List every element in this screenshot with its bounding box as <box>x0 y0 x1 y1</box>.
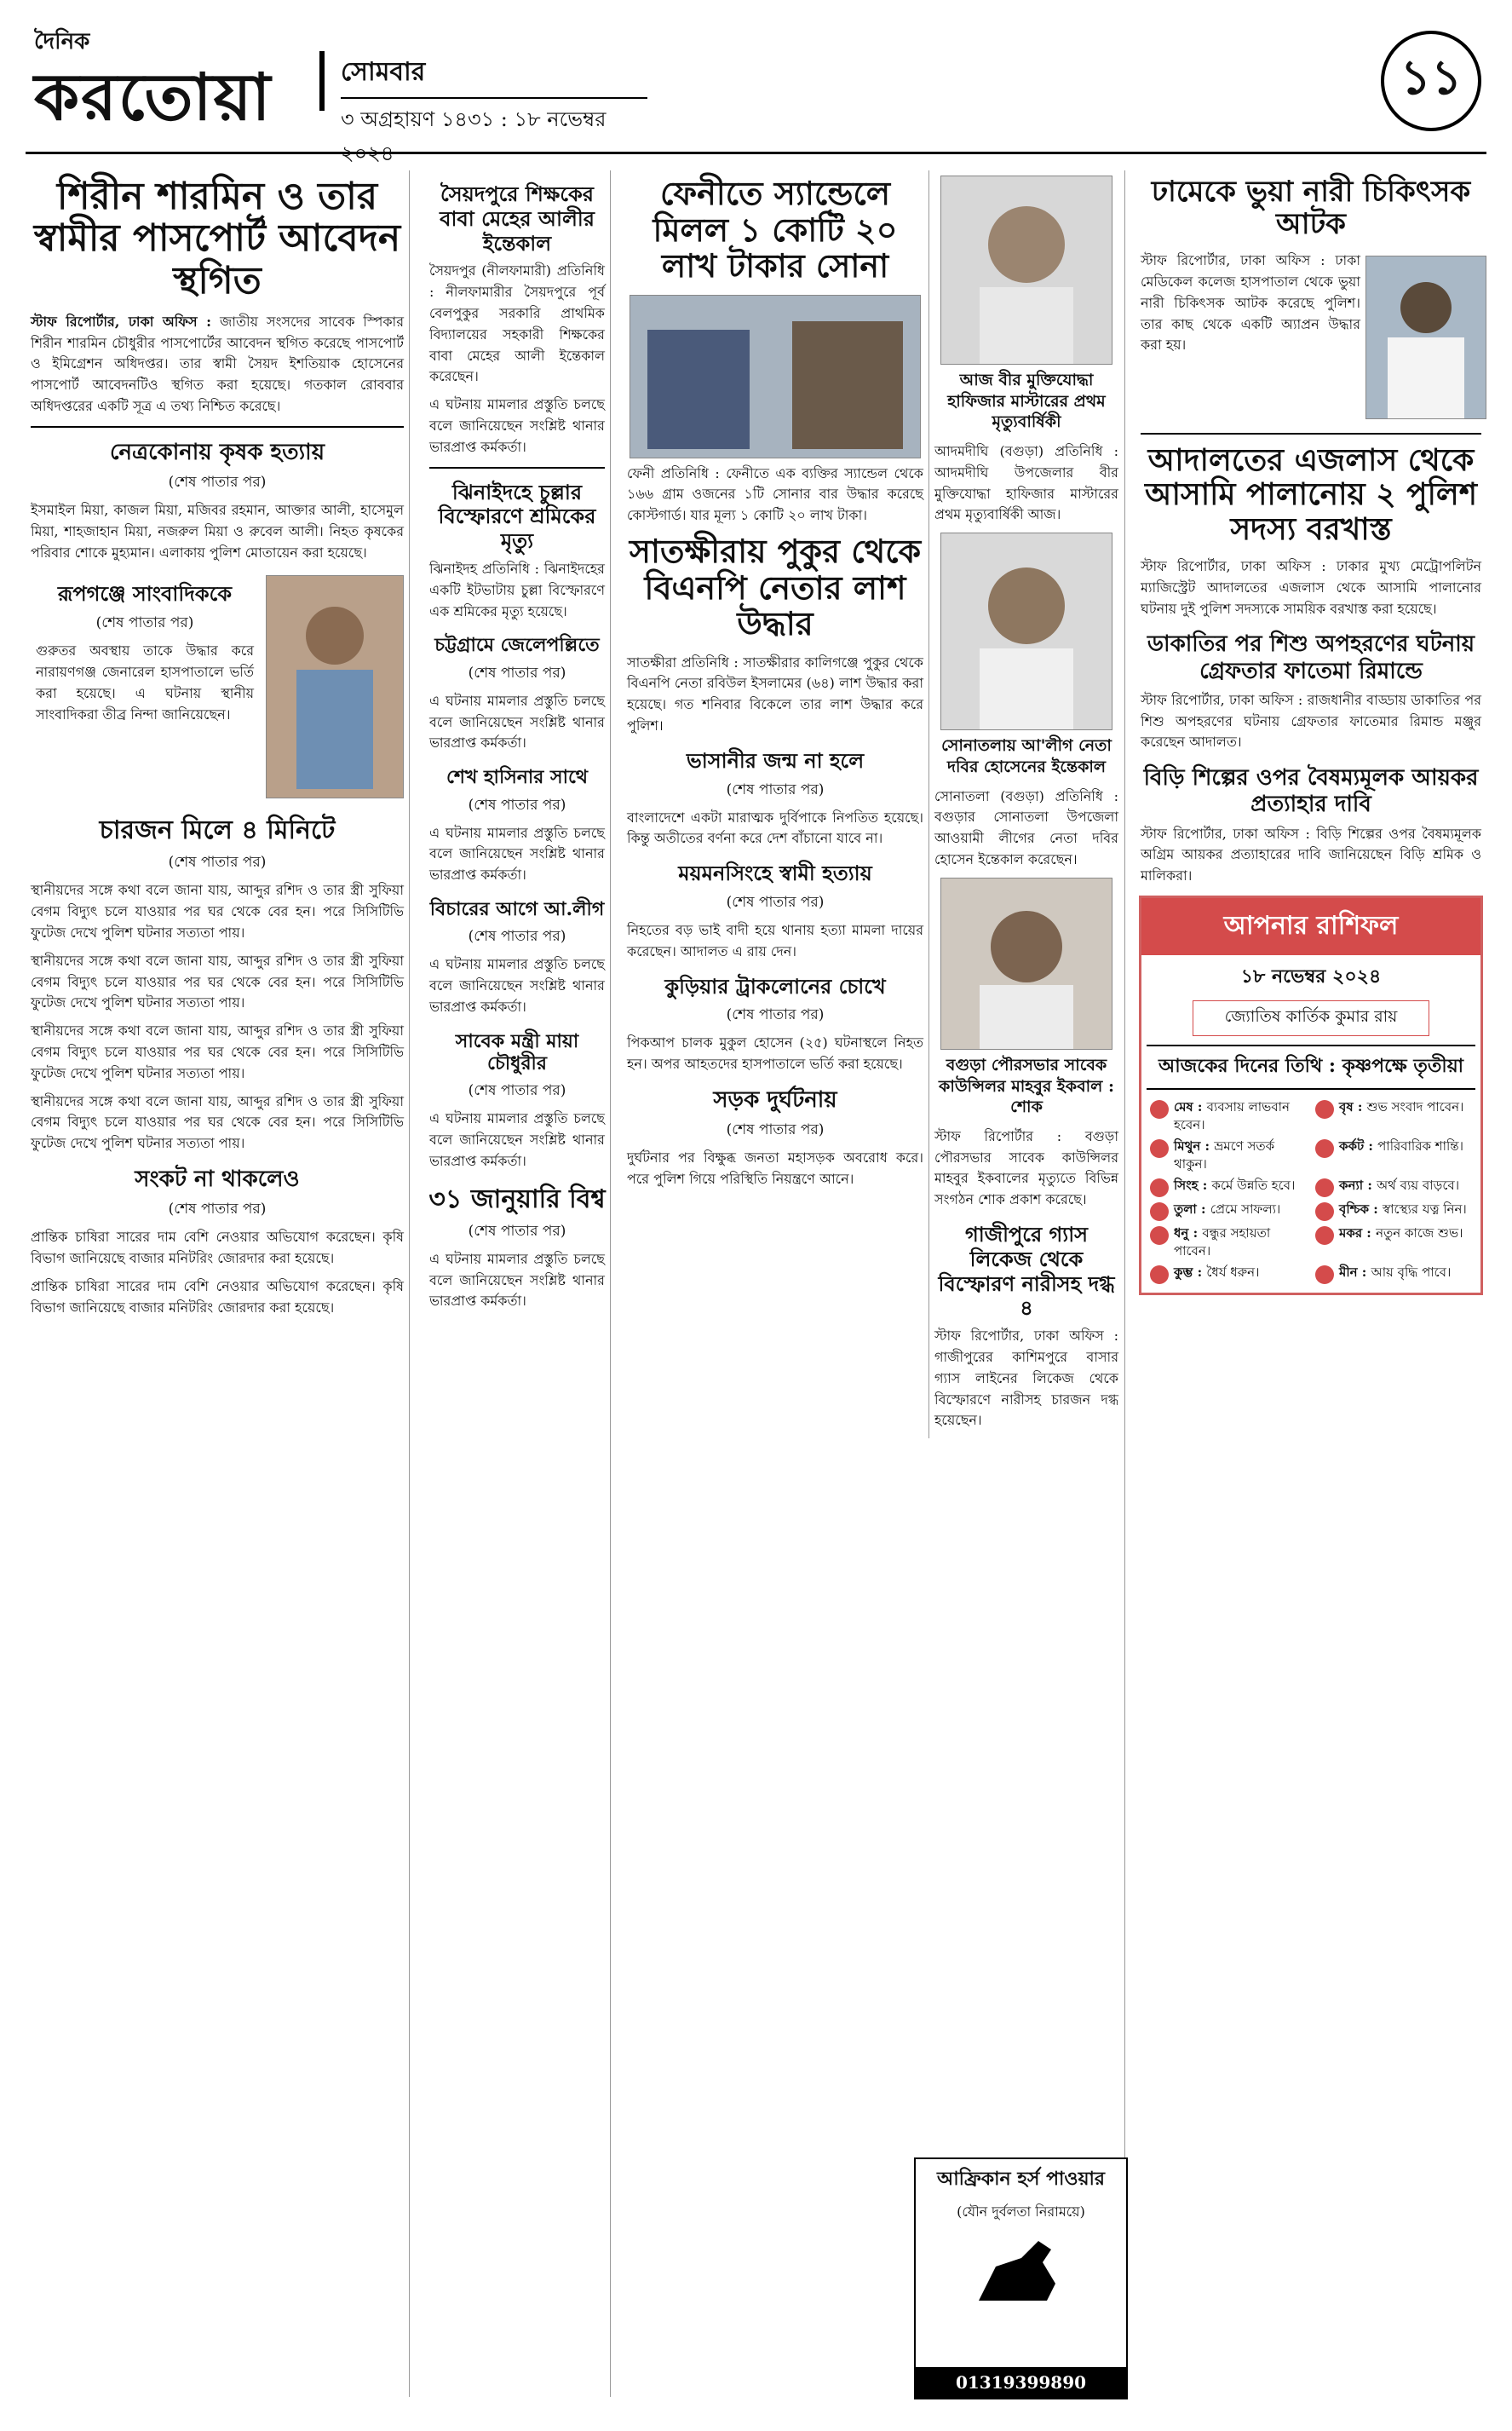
horoscope-sign-name: মিথুন : <box>1174 1138 1215 1155</box>
zodiac-icon <box>1315 1178 1334 1197</box>
headline-saidpur: সৈয়দপুরে শিক্ষকের বাবা মেহের আলীর ইন্তেকাল <box>440 181 595 256</box>
continued-label: (শেষ পাতার পর) <box>468 928 566 946</box>
subhead-january: ৩১ জানুয়ারি বিশ্ব <box>428 1184 606 1214</box>
horoscope-title: আপনার রাশিফল <box>1141 898 1480 955</box>
horoscope-sign-name: মকর : <box>1339 1225 1377 1241</box>
divider <box>1141 433 1481 435</box>
article-passport-body <box>31 312 404 418</box>
zodiac-icon <box>1315 1226 1334 1245</box>
headline-biri-tax: বিড়ি শিল্পের ওপর বৈষম্যমূলক আয়কর প্রত্যাহার দাবি <box>1143 765 1479 818</box>
ad-title: আফ্রিকান হর্স পাওয়ার <box>936 2168 1106 2190</box>
continued-label: (শেষ পাতার পর) <box>468 1082 566 1100</box>
horoscope-sign-name: কন্যা : <box>1339 1178 1377 1194</box>
horoscope-sign-text: মকর : নতুন কাজে শুভ। <box>1339 1225 1463 1241</box>
headline-court-escape: আদালতের এজলাস থেকে আসামি পালানোয় ২ পুলিশ সদস্য বরখাস্ত <box>1144 442 1478 547</box>
continued-label: (শেষ পাতার পর) <box>468 796 566 814</box>
zodiac-icon <box>1150 1100 1169 1119</box>
horoscope-sign <box>1150 1098 1307 1134</box>
masthead-rule <box>319 51 325 111</box>
horoscope-sign-text: কুম্ভ : ধৈর্য ধরুন। <box>1174 1264 1260 1281</box>
subhead-rupganj: রূপগঞ্জে সাংবাদিককে <box>57 581 233 607</box>
article-trial-body: এ ঘটনায় মামলার প্রস্তুতি চলছে বলে জানিয়েছেন সংশ্লিষ্ট থানার ভারপ্রাপ্ত কর্মকর্তা। <box>429 956 605 1015</box>
horse-icon <box>970 2232 1072 2309</box>
article-mymensingh-body: নিহতের বড় ভাই বাদী হয়ে থানায় হত্যা মামলা দায়ের করেছেন। আদালত এ রায় দেন। <box>627 922 923 959</box>
horoscope-sign <box>1150 1177 1307 1197</box>
article-court-body: স্টাফ রিপোর্টার, ঢাকা অফিস : ঢাকার মুখ্য মেট্রোপলিটন ম্যাজিস্ট্রেট আদালতের এজলাস থেকে আসামি পালানোর ঘটনায় দুই পুলিশ সদস্যকে সাময়িক বরখাস্ত করা হয়েছে। <box>1141 558 1481 617</box>
caption-mahbur: বগুড়া পৌরসভার সাবেক কাউন্সিলর মাহবুর ইকবাল : শোক <box>939 1055 1114 1117</box>
article-rupganj-body: গুরুতর অবস্থায় তাকে উদ্ধার করে নারায়ণগঞ্জ জেনারেল হাসপাতালে ভর্তি করা হয়েছে। এ ঘটনায় স্থানীয় সাংবাদিকরা তীব্র নিন্দা জানিয়েছেন। <box>36 642 254 723</box>
advertisement <box>914 2157 1128 2399</box>
article-four-minutes-body: স্থানীয়দের সঙ্গে কথা বলে জানা যায়, আব্দুর রশিদ ও তার স্ত্রী সুফিয়া বেগম বিদ্যুৎ চলে যাওয়ার পর ঘর থেকে বের হন। পরে সিসিটিভি ফুটেজ দেখে পুলিশ ঘটনার সত্যতা পায়। <box>31 882 404 941</box>
subhead-chattogram: চট্টগ্রামে জেলেপল্লিতে <box>434 634 600 657</box>
zodiac-icon <box>1315 1100 1334 1119</box>
article-fake-doctor-body: স্টাফ রিপোর্টার, ঢাকা অফিস : ঢাকা মেডিকেল কলেজ হাসপাতাল থেকে ভুয়া নারী চিকিৎসক আটক করেছে পুলিশ। তার কাছ থেকে একটি অ্যাপ্রন উদ্ধার করা হয়। <box>1141 252 1360 354</box>
ad-phone: 01319399890 <box>916 2367 1126 2398</box>
horoscope-sign <box>1315 1224 1472 1260</box>
horoscope-sign-name: সিংহ : <box>1174 1178 1212 1194</box>
horoscope-sign <box>1150 1264 1307 1284</box>
article-chattogram-body: এ ঘটনায় মামলার প্রস্তুতি চলছে বলে জানিয়েছেন সংশ্লিষ্ট থানার ভারপ্রাপ্ত কর্মকর্তা। <box>429 692 605 752</box>
article-four-minutes-body-3: স্থানীয়দের সঙ্গে কথা বলে জানা যায়, আব্দুর রশিদ ও তার স্ত্রী সুফিয়া বেগম বিদ্যুৎ চলে যাওয়ার পর ঘর থেকে বের হন। পরে সিসিটিভি ফুটেজ দেখে পুলিশ ঘটনার সত্যতা পায়। <box>31 1023 404 1081</box>
horoscope-sign-text: মেষ : ব্যবসায় লাভবান হবেন। <box>1174 1099 1290 1133</box>
subhead-maya: সাবেক মন্ত্রী মায়া চৌধুরীর <box>455 1029 579 1075</box>
horoscope-sign-name: তুলা : <box>1174 1201 1210 1218</box>
article-hafizar-body: আদমদীঘি (বগুড়া) প্রতিনিধি : আদমদীঘি উপজেলার বীর মুক্তিযোদ্ধা হাফিজার মাস্টারের প্রথম মৃত্যুবার্ষিকী আজ। <box>934 443 1118 523</box>
article-hasina-body: এ ঘটনায় মামলার প্রস্তুতি চলছে বলে জানিয়েছেন সংশ্লিষ্ট থানার ভারপ্রাপ্ত কর্মকর্তা। <box>429 824 605 884</box>
subhead-kurigram: কুড়িয়ার ট্রাকলোনের চোখে <box>664 973 886 999</box>
horoscope-date: ১৮ নভেম্বর ২০২৪ <box>1240 965 1382 988</box>
date-line: ৩ অগ্রহায়ণ ১৪৩১ : ১৮ নভেম্বর ২০২৪ <box>341 97 647 172</box>
headline-gazipur-gas: গাজীপুরে গ্যাস লিকেজ থেকে বিস্ফোরণ নারীসহ দগ্ধ ৪ <box>938 1222 1115 1321</box>
article-road-body: দুর্ঘটনার পর বিক্ষুব্ধ জনতা মহাসড়ক অবরোধ করে। পরে পুলিশ গিয়ে পরিস্থিতি নিয়ন্ত্রণে আনে। <box>627 1149 923 1188</box>
horoscope-sign-text: তুলা : প্রেমে সাফল্য। <box>1174 1201 1281 1218</box>
horoscope-sign-name: মীন : <box>1339 1264 1371 1281</box>
horoscope-sign <box>1315 1138 1472 1173</box>
horoscope-sign <box>1315 1098 1472 1134</box>
continued-label: (শেষ পাতার পর) <box>168 854 267 872</box>
article-satkhira-body: সাতক্ষীরা প্রতিনিধি : সাতক্ষীরার কালিগঞ্জে পুকুর থেকে বিএনপি নেতা রবিউল ইসলামের (৬৪) লাশ উদ্ধার করা হয়েছে। গত শনিবার বিকেলে তার লাশ উদ্ধার করে পুলিশ। <box>627 654 923 734</box>
headline-satkhira: সাতক্ষীরায় পুকুর থেকে বিএনপি নেতার লাশ উদ্ধার <box>629 532 922 643</box>
horoscope-sign <box>1315 1264 1472 1284</box>
article-gas-body: স্টাফ রিপোর্টার, ঢাকা অফিস : গাজীপুরের কাশিমপুরে বাসার গ্যাস লাইনের লিকেজ থেকে বিস্ফোরণে নারীসহ চারজন দগ্ধ হয়েছেন। <box>934 1328 1118 1429</box>
continued-label: (শেষ পাতার পর) <box>726 1121 825 1139</box>
article-four-minutes-body-2: স্থানীয়দের সঙ্গে কথা বলে জানা যায়, আব্দুর রশিদ ও তার স্ত্রী সুফিয়া বেগম বিদ্যুৎ চলে যাওয়ার পর ঘর থেকে বের হন। পরে সিসিটিভি ফুটেজ দেখে পুলিশ ঘটনার সত্যতা পায়। <box>31 952 404 1011</box>
article-biri-body: স্টাফ রিপোর্টার, ঢাকা অফিস : বিড়ি শিল্পের ওপর বৈষম্যমূলক অগ্রিম আয়কর প্রত্যাহারের দাবি জানিয়েছেন বিড়ি শ্রমিক ও মালিকরা। <box>1141 825 1481 884</box>
masthead <box>26 15 1486 165</box>
article-text: জাতীয় সংসদের সাবেক স্পিকার শিরীন শারমিন চৌধুরীর পাসপোর্টের আবেদন স্থগিত করেছে পাসপোর্ট ও ইমিগ্রেশন অধিদপ্তর। তার স্বামী সৈয়দ ইশতিয়াক হোসেনের পাসপোর্ট আবেদনটিও স্থগিত করা হয়েছে। গতকাল রোববার অধিদপ্তরের একটি সূত্র এ তথ্য নিশ্চিত করেছে। <box>31 313 404 414</box>
caption-dabir: সোনাতলায় আ'লীগ নেতা দবির হোসেনের ইন্তেকাল <box>941 736 1112 776</box>
subhead-four-minutes: চারজন মিলে ৪ মিনিটে <box>99 815 336 846</box>
headline-passport: শিরীন শারমিন ও তার স্বামীর পাসপোর্ট আবেদন স্থগিত <box>33 175 401 302</box>
zodiac-icon <box>1150 1139 1169 1158</box>
horoscope-sign-text: বৃশ্চিক : স্বাস্থ্যের যত্ন নিন। <box>1339 1201 1467 1218</box>
photo-fake-doctor <box>1365 256 1486 419</box>
horoscope-sign <box>1150 1138 1307 1173</box>
continued-label: (শেষ পাতার পর) <box>168 1201 267 1218</box>
continued-label: (শেষ পাতার পর) <box>468 1222 566 1240</box>
zodiac-icon <box>1315 1202 1334 1221</box>
column-3 <box>622 170 1125 2397</box>
continued-label: (শেষ পাতার পর) <box>95 614 194 632</box>
zodiac-icon <box>1315 1265 1334 1284</box>
subhead-road-accident: সড়ক দুর্ঘটনায় <box>713 1087 837 1114</box>
article-crisis-body-2: প্রান্তিক চাষিরা সারের দাম বেশি নেওয়ার অভিযোগ করেছেন। কৃষি বিভাগ জানিয়েছে বাজার মনিটরিং জোরদার করা হয়েছে। <box>31 1277 404 1316</box>
article-jhenaidah-body: ঝিনাইদহ প্রতিনিধি : ঝিনাইদহের একটি ইটভাটায় চুল্লা বিস্ফোরণে এক শ্রমিকের মৃত্যু হয়েছে। <box>429 560 605 619</box>
continued-label: (শেষ পাতার পর) <box>168 473 267 491</box>
column-1 <box>26 170 410 2397</box>
zodiac-icon <box>1150 1265 1169 1284</box>
page-number: ১১ <box>1381 31 1481 131</box>
divider <box>31 426 404 428</box>
subhead-hasina: শেখ হাসিনার সাথে <box>446 766 589 789</box>
headline-jhenaidah: ঝিনাইদহে চুল্লার বিস্ফোরণে শ্রমিকের মৃত্যু <box>438 479 596 554</box>
horoscope-sign-text: কন্যা : অর্থ ব্যয় বাড়বে। <box>1339 1178 1460 1194</box>
horoscope-sign <box>1150 1201 1307 1221</box>
article-saidpur-body-2: এ ঘটনায় মামলার প্রস্তুতি চলছে বলে জানিয়েছেন সংশ্লিষ্ট থানার ভারপ্রাপ্ত কর্মকর্তা। <box>429 396 605 455</box>
photo-mahbur <box>940 878 1112 1050</box>
zodiac-icon <box>1150 1226 1169 1245</box>
article-saidpur-body: সৈয়দপুর (নীলফামারী) প্রতিনিধি : নীলফামারীর সৈয়দপুরে পূর্ব বেলপুকুর সরকারি প্রাথমিক বিদ্যালয়ের সহকারী শিক্ষকের বাবা মেহের আলী ইন্তেকাল করেছেন। <box>429 262 605 385</box>
zodiac-icon <box>1150 1178 1169 1197</box>
brand-logo: করতোয়া <box>34 59 273 135</box>
headline-feni-gold: ফেনীতে স্যান্ডেলে মিলল ১ কোটি ২০ লাখ টাকার সোনা <box>653 174 898 285</box>
horoscope-sign-name: কুম্ভ : <box>1174 1264 1207 1281</box>
continued-label: (শেষ পাতার পর) <box>726 781 825 798</box>
continued-label: (শেষ পাতার পর) <box>468 664 566 682</box>
horoscope-sign-name: বৃষ : <box>1339 1099 1367 1115</box>
article-mahbur-body: স্টাফ রিপোর্টার : বগুড়া পৌরসভার সাবেক কাউন্সিলর মাহবুর ইকবালের মৃত্যুতে বিভিন্ন সংগঠন শোক প্রকাশ করেছে। <box>934 1127 1118 1208</box>
article-january-body: এ ঘটনায় মামলার প্রস্তুতি চলছে বলে জানিয়েছেন সংশ্লিষ্ট থানার ভারপ্রাপ্ত কর্মকর্তা। <box>429 1250 605 1310</box>
horoscope-author: জ্যোতিষ কার্তিক কুমার রায় <box>1193 1000 1429 1036</box>
headline-fatema: ডাকাতির পর শিশু অপহরণের ঘটনায় গ্রেফতার ফাতেমা রিমান্ডে <box>1147 631 1475 684</box>
horoscope-sign <box>1150 1224 1307 1260</box>
article-crisis-body: প্রান্তিক চাষিরা সারের দাম বেশি নেওয়ার অভিযোগ করেছেন। কৃষি বিভাগ জানিয়েছে বাজার মনিটরিং জোরদার করা হয়েছে। <box>31 1229 404 1266</box>
brand-small: দৈনিক <box>34 29 90 55</box>
continued-label: (শেষ পাতার পর) <box>726 1006 825 1024</box>
article-bhasani-body: বাংলাদেশে একটা মারাত্মক দুর্বিপাকে নিপতিত হয়েছে। কিন্তু অতীতের বর্ণনা করে দেশ বাঁচানো যাবে না। <box>627 809 923 847</box>
column-4 <box>1135 170 1486 2397</box>
horoscope-sign-name: ধনু : <box>1174 1225 1203 1241</box>
day-name: সোমবার <box>341 57 426 87</box>
article-four-minutes-body-4: স্থানীয়দের সঙ্গে কথা বলে জানা যায়, আব্দুর রশিদ ও তার স্ত্রী সুফিয়া বেগম বিদ্যুৎ চলে যাওয়ার পর ঘর থেকে বের হন। পরে সিসিটিভি ফুটেজ দেখে পুলিশ ঘটনার সত্যতা পায়। <box>31 1092 404 1152</box>
photo-feni-gold <box>630 295 921 458</box>
subhead-mymensingh: ময়মনসিংহে স্বামী হত্যায় <box>678 861 872 886</box>
subhead-bhasani: ভাসানীর জন্ম না হলে <box>686 747 865 773</box>
horoscope-signs <box>1141 1098 1480 1284</box>
article-kurigram-body: পিকআপ চালক মুকুল হোসেন (২৫) ঘটনাস্থলে নিহত হন। অপর আহতদের হাসপাতালে ভর্তি করা হয়েছে। <box>627 1034 923 1073</box>
horoscope-box <box>1139 896 1483 1295</box>
article-dabir-body: সোনাতলা (বগুড়া) প্রতিনিধি : বগুড়ার সোনাতলা উপজেলা আওয়ামী লীগের নেতা দবির হোসেন ইন্তেকাল করেছেন। <box>934 787 1118 868</box>
zodiac-icon <box>1315 1139 1334 1158</box>
headline-fake-doctor: ঢামেকে ভুয়া নারী চিকিৎসক আটক <box>1151 175 1471 242</box>
column-2 <box>424 170 611 2397</box>
photo-rupganj <box>266 575 404 798</box>
horoscope-sign-text: বৃষ : শুভ সংবাদ পাবেন। <box>1339 1099 1464 1115</box>
horoscope-sign-text: মীন : আয় বৃদ্ধি পাবে। <box>1339 1264 1452 1281</box>
article-feni-body: ফেনী প্রতিনিধি : ফেনীতে এক ব্যক্তির স্যান্ডেল থেকে ১৬৬ গ্রাম ওজনের ১টি সোনার বার উদ্ধার করেছে কোস্টগার্ড। যার মূল্য ১ কোটি ২০ লাখ টাকা। <box>627 464 923 524</box>
horoscope-tithi: আজকের দিনের তিথি : কৃষ্ণপক্ষে তৃতীয়া <box>1147 1045 1475 1090</box>
photo-hafizar <box>940 176 1112 365</box>
horoscope-sign-name: মেষ : <box>1174 1099 1207 1115</box>
continued-label: (শেষ পাতার পর) <box>726 894 825 912</box>
subhead-crisis: সংকট না থাকলেও <box>135 1166 300 1192</box>
photo-dabir <box>940 533 1112 730</box>
horoscope-sign-name: কর্কট : <box>1339 1138 1378 1155</box>
subhead-netrokona: নেত্রকোনায় কৃষক হত্যায় <box>109 439 325 465</box>
horoscope-sign <box>1315 1177 1472 1197</box>
horoscope-sign-text: মিথুন : ভ্রমণে সতর্ক থাকুন। <box>1174 1138 1275 1172</box>
article-maya-body: এ ঘটনায় মামলার প্রস্তুতি চলছে বলে জানিয়েছেন সংশ্লিষ্ট থানার ভারপ্রাপ্ত কর্মকর্তা। <box>429 1110 605 1170</box>
horoscope-sign <box>1315 1201 1472 1221</box>
ad-subtitle: (যৌন দুর্বলতা নিরাময়ে) <box>957 2203 1085 2220</box>
article-netrokona-body: ইসমাইল মিয়া, কাজল মিয়া, মজিবর রহমান, আক্তার আলী, হাসেমুল মিয়া, শাহজাহান মিয়া, নজরুল মিয়া ও রুবেল আলী। নিহত কৃষকের পরিবার শোকে মুহ্যমান। এলাকায় পুলিশ মোতায়েন করা হয়েছে। <box>31 501 404 561</box>
horoscope-sign-text: সিংহ : কর্মে উন্নতি হবে। <box>1174 1178 1296 1194</box>
zodiac-icon <box>1150 1202 1169 1221</box>
subhead-trial: বিচারের আগে আ.লীগ <box>429 897 605 920</box>
caption-hafizar: আজ বীর মুক্তিযোদ্ধা হাফিজার মাস্টারের প্রথম মৃত্যুবার্ষিকী <box>947 371 1106 432</box>
horoscope-sign-text: ধনু : বন্ধুর সহায়তা পাবেন। <box>1174 1225 1271 1259</box>
byline: স্টাফ রিপোর্টার, ঢাকা অফিস : <box>31 313 212 330</box>
horoscope-sign-text: কর্কট : পারিবারিক শান্তি। <box>1339 1138 1463 1155</box>
article-fatema-body: স্টাফ রিপোর্টার, ঢাকা অফিস : রাজধানীর বাড্ডায় ডাকাতির পর শিশু অপহরণের ঘটনায় গ্রেফতার ফাতেমার রিমান্ড মঞ্জুর করেছেন আদালত। <box>1141 691 1481 751</box>
divider <box>429 467 605 469</box>
horoscope-sign-name: বৃশ্চিক : <box>1339 1201 1383 1218</box>
